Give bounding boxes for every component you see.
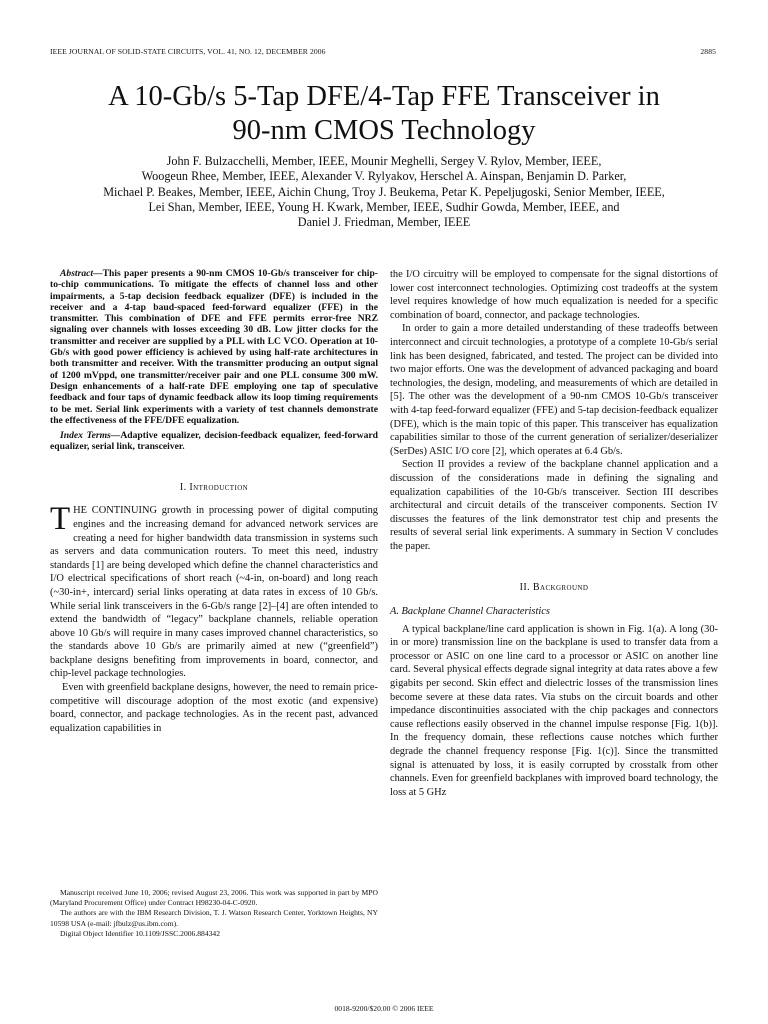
title-line-2: 90-nm CMOS Technology [232, 115, 536, 146]
index-terms-label: Index Terms— [60, 430, 121, 442]
intro-paragraph-2: Even with greenfield backplane designs, however, the need to remain price-competitive will discourage adoption of the most exotic (and expensive) board, connector, and package technologies. As in the recent past, advanced equalization capabilities in [50, 682, 378, 734]
right-paragraph-2: In order to gain a more detailed understanding of these tradeoffs between interconnect and circuit technologies, a prototype of a complete 10-Gb/s serial link has been designed, fabricated, and tested. The project can be divided into two major efforts. One was the development of advanced packaging and board technologies, the design, modeling, and measurements of which are detailed in [5]. The other was the development of a 90-nm CMOS 10-Gb/s transceiver with 4-tap feed-forward equalizer (FFE) and 5-tap decision-feedback equalizer (DFE), which is the main topic of this paper. This transceiver has equalization capabilities similar to those of the current generation of serializer/deserializer (SerDes) ASIC I/O core [2], which operates at 6.4 Gb/s. [390, 323, 718, 457]
abstract-text: This paper presents a 90-nm CMOS 10-Gb/s transceiver for chip-to-chip communications. To mitigate the effects of channel loss and other impairments, a 5-tap decision feedback equalizer (DFE) is included in the receiver and a 4-tap baud-spaced feed-forward equalizer (FFE) in the transmitter. This combination of DFE and FFE permits error-free NRZ signaling over channels with losses exceeding 30 dB. Low jitter clocks for the transmitter and receiver are supplied by a PLL with LC VCO. Operation at 10-Gb/s with good power efficiency is achieved by using half-rate architectures in both transmitter and receiver. With the transmitter producing an output signal of 1200 mVppd, one transmitter/receiver pair and one PLL consume 300 mW. Design enhancements of a half-rate DFE employing one tap of speculative feedback and four taps of dynamic feedback allow its loop timing requirements to be met. Serial link experiments with a variety of test channels demonstrate the effectiveness of the FFE/DFE equalization. [50, 268, 378, 426]
section-heading-background: II. Background [519, 582, 589, 594]
drop-cap: T [50, 501, 71, 538]
subsection-heading-backplane: A. Backplane Channel Characteristics [390, 606, 550, 618]
abstract-label: Abstract— [60, 268, 103, 279]
authors-line-2: Woogeun Rhee, Member, IEEE, Alexander V. Rylyakov, Herschel A. Ainspan, Benjamin D. Parker, [141, 169, 627, 184]
journal-name: IEEE JOURNAL OF SOLID-STATE CIRCUITS, VOL. 41, NO. 12, DECEMBER 2006 [50, 47, 326, 56]
paper-title [40, 80, 728, 148]
authors-line-1: John F. Bulzacchelli, Member, IEEE, Mounir Meghelli, Sergey V. Rylov, Member, IEEE, [166, 154, 602, 168]
right-paragraph-3: Section II provides a review of the backplane channel application and a discussion of the considerations made in defining the signaling and equalization capabilities of the 10-Gb/s transceiver. Section III describes architectural and circuit details of the transceiver components. Section IV discusses the features of the link demonstrator test chip and presents the results of several serial link experiments. A summary in Section V concludes the paper. [390, 459, 718, 552]
title-line-1: A 10-Gb/s 5-Tap DFE/4-Tap FFE Transceiver in [108, 81, 660, 112]
footnote-affiliation: The authors are with the IBM Research Division, T. J. Watson Research Center, Yorktown Heights, NY 10598 USA (e-mail: jfbulz@us.ibm.com). [50, 908, 378, 928]
copyright-footer: 0018-9200/$20.00 © 2006 IEEE [334, 1004, 434, 1013]
intro-paragraph-1-text: HE CONTINUING growth in processing power of digital computing engines and the increasing demand for advanced network services are creating a need for higher bandwidth data transmission in systems such as servers and data communication routers. To meet this need, industry standards [1] are being developed which define the channel characteristics and I/O electrical specifications of short reach (~4-in, on-board) and long reach (~30-in+, intercard) serial links operating at data rates in excess of 10 Gb/s. While serial link transceivers in the 6-Gb/s range [2]–[4] are often intended to extend the bandwidth of “legacy” backplane channels, reliable operation above 10 Gb/s will require in many cases improved channel characteristics, so the standards above 10 Gb/s are primarily aimed at new (“greenfield”) backplane designs benefiting from improvements in board, connector, and chip-level package technologies. [50, 505, 378, 680]
right-paragraph-4: A typical backplane/line card application is shown in Fig. 1(a). A long (30-in or more) transmission line on the backplane is used to transfer data from a processor or ASIC on one line card to a processor or ASIC on another line card. Several physical effects degrade signal integrity at data rates above a few gigabits per second. Skin effect and dielectric losses of the transmission lines become severe at these data rates. Via stubs on the circuit boards and other impedance discontinuities associated with the chip packages and connectors cause reflections easily observed in the channel impulse response [Fig. 1(b)]. In the frequency domain, these reflections cause notches which further degrade the channel frequency response [Fig. 1(c)]. Since the transmitted signal is attenuated by loss, it is easily corrupted by crosstalk from other channels. Even for greenfield backplanes with improved board technology, the loss at 5 GHz [390, 623, 718, 798]
left-column [50, 268, 378, 735]
index-terms [50, 430, 378, 453]
authors-line-5: Daniel J. Friedman, Member, IEEE [297, 215, 471, 230]
section-heading-introduction: I. Introduction [179, 481, 249, 493]
authors-line-3: Michael P. Beakes, Member, IEEE, Aichin Chung, Troy J. Beukema, Petar K. Pepeljugoski, Senior Member, IEEE, [103, 184, 665, 199]
right-column [390, 268, 718, 799]
intro-paragraph-1 [50, 501, 378, 681]
running-head [50, 47, 716, 61]
footnote-manuscript: Manuscript received June 10, 2006; revised August 23, 2006. This work was supported in part by MPO (Maryland Procurement Office) under Contract H98230-04-C-0920. [50, 888, 378, 908]
footnote [50, 888, 378, 939]
author-list [40, 154, 728, 230]
right-paragraph-1: the I/O circuitry will be employed to compensate for the signal distortions of lower cost interconnect technologies. Optimizing cost tradeoffs at the system level requires knowledge of how much equalization is needed for a specific combination of board, connector, and package technologies. [390, 269, 718, 321]
index-terms-text: Adaptive equalizer, decision-feedback equalizer, feed-forward equalizer, serial link, transceiver. [50, 430, 378, 453]
authors-line-4: Lei Shan, Member, IEEE, Young H. Kwark, Member, IEEE, Sudhir Gowda, Member, IEEE, and [148, 199, 620, 214]
abstract [50, 268, 378, 426]
footnote-doi: Digital Object Identifier 10.1109/JSSC.2006.884342 [60, 928, 221, 938]
page-number: 2885 [700, 47, 716, 56]
